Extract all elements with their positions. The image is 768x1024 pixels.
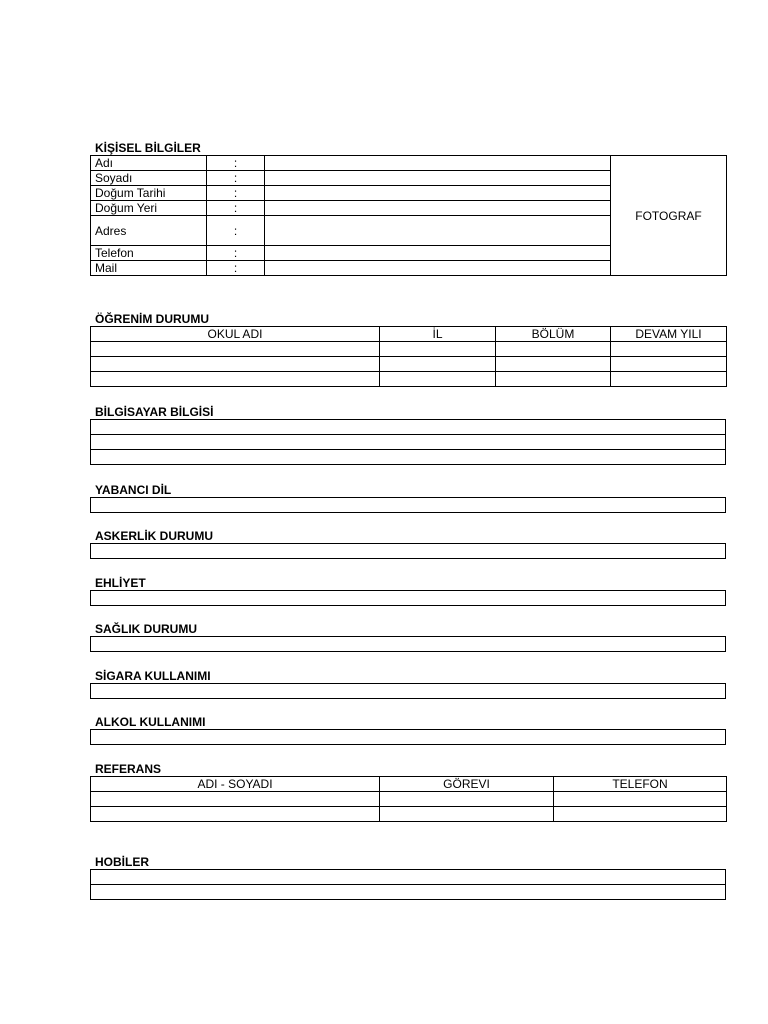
computer-skills-title: BİLGİSAYAR BİLGİSİ bbox=[95, 405, 214, 419]
personal-info-title: KİŞİSEL BİLGİLER bbox=[95, 141, 201, 155]
header-city: İL bbox=[380, 327, 496, 342]
personal-info-table bbox=[90, 155, 727, 276]
birth-place-field[interactable] bbox=[265, 201, 611, 216]
health-status-table bbox=[90, 636, 726, 652]
drivers-license-field[interactable] bbox=[91, 591, 726, 606]
alcohol-title: ALKOL KULLANIMI bbox=[95, 715, 206, 729]
table-row bbox=[91, 807, 727, 822]
colon: : bbox=[207, 246, 265, 261]
photo-label: FOTOGRAF bbox=[635, 208, 702, 223]
colon: : bbox=[207, 216, 265, 246]
cell[interactable] bbox=[380, 792, 554, 807]
computer-skills-field[interactable] bbox=[91, 420, 726, 435]
military-status-field[interactable] bbox=[91, 544, 726, 559]
drivers-license-table bbox=[90, 590, 726, 606]
alcohol-table bbox=[90, 729, 726, 745]
computer-skills-table bbox=[90, 419, 726, 465]
cell[interactable] bbox=[611, 372, 727, 387]
cell[interactable] bbox=[91, 792, 380, 807]
surname-field[interactable] bbox=[265, 171, 611, 186]
smoking-field[interactable] bbox=[91, 684, 726, 699]
cell[interactable] bbox=[380, 807, 554, 822]
computer-skills-field[interactable] bbox=[91, 435, 726, 450]
colon: : bbox=[207, 261, 265, 276]
foreign-language-title: YABANCI DİL bbox=[95, 483, 172, 497]
alcohol-field[interactable] bbox=[91, 730, 726, 745]
cell[interactable] bbox=[554, 792, 727, 807]
name-field[interactable] bbox=[265, 156, 611, 171]
birth-date-field[interactable] bbox=[265, 186, 611, 201]
header-years: DEVAM YILI bbox=[611, 327, 727, 342]
phone-field[interactable] bbox=[265, 246, 611, 261]
cell[interactable] bbox=[611, 342, 727, 357]
mail-field[interactable] bbox=[265, 261, 611, 276]
cell[interactable] bbox=[496, 372, 611, 387]
cell[interactable] bbox=[91, 342, 380, 357]
foreign-language-table bbox=[90, 497, 726, 513]
cell[interactable] bbox=[496, 357, 611, 372]
table-row bbox=[91, 342, 727, 357]
education-table bbox=[90, 326, 727, 387]
colon: : bbox=[207, 171, 265, 186]
table-row bbox=[91, 372, 727, 387]
table-row bbox=[91, 792, 727, 807]
header-school-name: OKUL ADI bbox=[91, 327, 380, 342]
cell[interactable] bbox=[91, 807, 380, 822]
label-address: Adres bbox=[91, 216, 207, 246]
header-ref-name: ADI - SOYADI bbox=[91, 777, 380, 792]
references-title: REFERANS bbox=[95, 762, 162, 776]
computer-skills-field[interactable] bbox=[91, 450, 726, 465]
smoking-table bbox=[90, 683, 726, 699]
label-name: Adı bbox=[91, 156, 207, 171]
hobbies-title: HOBİLER bbox=[95, 855, 149, 869]
label-birth-date: Doğum Tarihi bbox=[91, 186, 207, 201]
cell[interactable] bbox=[380, 372, 496, 387]
cell[interactable] bbox=[380, 342, 496, 357]
smoking-title: SİGARA KULLANIMI bbox=[95, 669, 211, 683]
education-title: ÖĞRENİM DURUMU bbox=[95, 312, 209, 326]
header-ref-position: GÖREVI bbox=[380, 777, 554, 792]
cell[interactable] bbox=[380, 357, 496, 372]
foreign-language-field[interactable] bbox=[91, 498, 726, 513]
hobbies-field[interactable] bbox=[91, 885, 726, 900]
military-status-table bbox=[90, 543, 726, 559]
cell[interactable] bbox=[91, 357, 380, 372]
colon: : bbox=[207, 186, 265, 201]
drivers-license-title: EHLİYET bbox=[95, 576, 146, 590]
header-ref-phone: TELEFON bbox=[554, 777, 727, 792]
cell[interactable] bbox=[91, 372, 380, 387]
table-row bbox=[91, 357, 727, 372]
address-field[interactable] bbox=[265, 216, 611, 246]
hobbies-table bbox=[90, 869, 726, 900]
military-status-title: ASKERLİK DURUMU bbox=[95, 529, 213, 543]
health-status-title: SAĞLIK DURUMU bbox=[95, 622, 197, 636]
cell[interactable] bbox=[611, 357, 727, 372]
label-birth-place: Doğum Yeri bbox=[91, 201, 207, 216]
hobbies-field[interactable] bbox=[91, 870, 726, 885]
label-surname: Soyadı bbox=[91, 171, 207, 186]
cell[interactable] bbox=[554, 807, 727, 822]
label-phone: Telefon bbox=[91, 246, 207, 261]
label-mail: Mail bbox=[91, 261, 207, 276]
colon: : bbox=[207, 156, 265, 171]
header-department: BÖLÜM bbox=[496, 327, 611, 342]
colon: : bbox=[207, 201, 265, 216]
photo-box[interactable] bbox=[611, 156, 727, 276]
health-status-field[interactable] bbox=[91, 637, 726, 652]
cell[interactable] bbox=[496, 342, 611, 357]
references-table bbox=[90, 776, 727, 822]
